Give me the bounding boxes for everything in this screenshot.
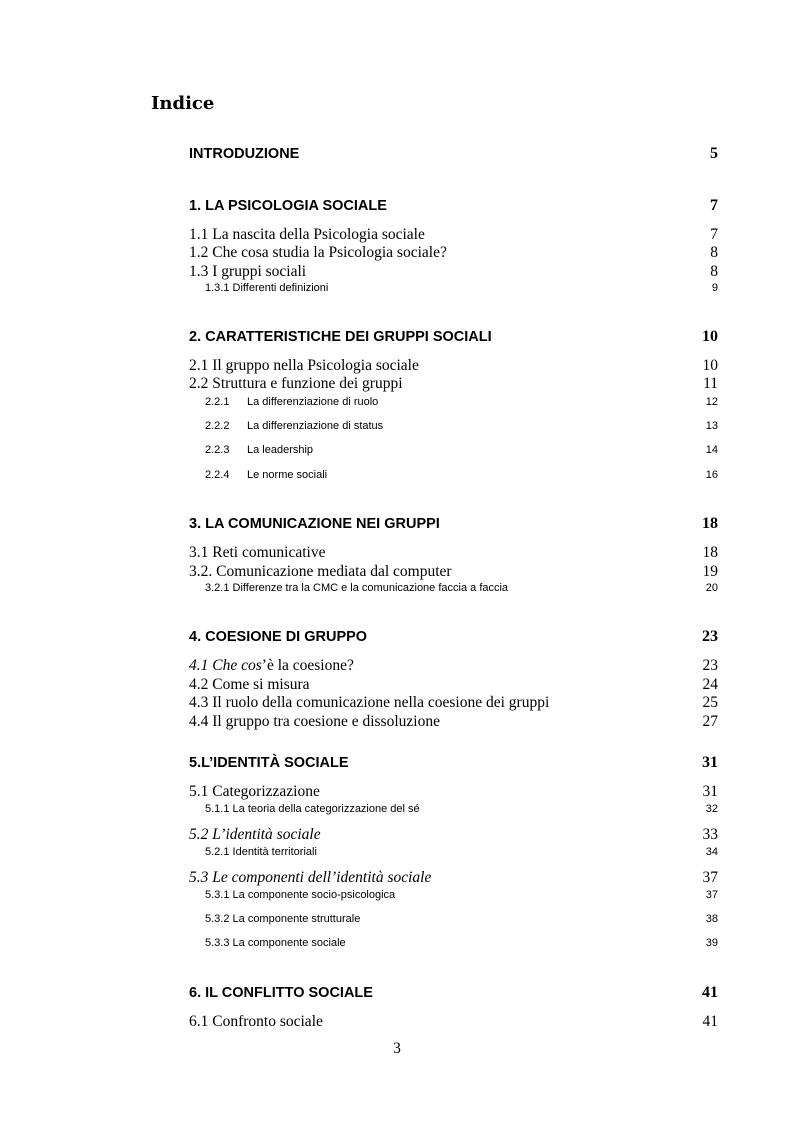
toc-label: 5.3 Le componenti dell’identità sociale [189, 869, 432, 886]
toc-section-5-1 [189, 782, 718, 801]
toc-page: 37 [702, 869, 718, 886]
toc-label [205, 468, 327, 482]
toc-label: 5.3.3 La componente sociale [205, 937, 346, 949]
toc-page: 32 [705, 803, 718, 815]
toc-label: 3.2. Comunicazione mediata dal computer [189, 563, 452, 580]
toc-label: 5.2 L’identità sociale [189, 826, 321, 843]
toc-text: Le norme sociali [247, 469, 328, 481]
toc-page: 24 [702, 676, 718, 693]
toc-page: 38 [705, 913, 718, 925]
toc-section-1-3 [189, 262, 718, 281]
toc-label: 4. COESIONE DI GRUPPO [189, 629, 368, 645]
toc-label: 4.4 Il gruppo tra coesione e dissoluzione [189, 713, 440, 730]
toc-label: 6.1 Confronto sociale [189, 1013, 323, 1030]
page-number: 3 [393, 1040, 401, 1057]
toc-label: 1.1 La nascita della Psicologia sociale [189, 226, 425, 243]
toc-chapter-4 [189, 627, 718, 647]
toc-page: 12 [705, 396, 718, 408]
toc-section-3-1 [189, 543, 718, 562]
toc-chapter-introduzione [189, 144, 718, 164]
toc-page: 10 [702, 328, 718, 345]
toc-page: 18 [702, 515, 718, 532]
toc-subsection-5-1-1 [205, 802, 718, 816]
toc-page: 41 [702, 984, 718, 1001]
toc-page: 33 [702, 826, 718, 843]
toc-page: 16 [705, 469, 718, 481]
toc-page: 23 [702, 628, 718, 645]
toc-chapter-2 [189, 327, 718, 347]
toc-page: 27 [702, 713, 718, 730]
toc-label [205, 443, 313, 457]
toc-label [205, 419, 383, 433]
toc-page: 5 [710, 145, 718, 162]
toc-page: 8 [710, 263, 718, 280]
toc-page: 14 [705, 444, 718, 456]
toc-page: 18 [702, 544, 718, 561]
toc-number: 2.2.4 [205, 469, 230, 481]
toc-section-4-2 [189, 675, 718, 694]
toc-label: 2.1 Il gruppo nella Psicologia sociale [189, 357, 419, 374]
toc-label: 5.1 Categorizzazione [189, 783, 320, 800]
toc-text: La differenziazione di status [247, 420, 384, 432]
toc-page: 34 [705, 846, 718, 858]
toc-label: 5.L’IDENTITÀ SOCIALE [189, 755, 349, 771]
toc-chapter-1 [189, 196, 718, 216]
toc-text: La differenziazione di ruolo [247, 396, 379, 408]
toc-section-1-1 [189, 225, 718, 244]
toc-section-4-3 [189, 693, 718, 712]
toc-page: 7 [710, 197, 718, 214]
toc-subsection-2-2-4 [205, 468, 718, 482]
toc-number: 2.2.1 [205, 396, 230, 408]
toc-label: INTRODUZIONE [189, 146, 300, 162]
toc-page: 9 [711, 282, 718, 294]
toc-subsection-5-3-3 [205, 936, 718, 950]
toc-subsection-1-3-1 [205, 281, 718, 295]
toc-label: 5.1.1 La teoria della categorizzazione del sé [205, 803, 420, 815]
toc-chapter-3 [189, 514, 718, 534]
toc-subsection-5-2-1 [205, 845, 718, 859]
toc-page: 13 [705, 420, 718, 432]
toc-section-3-2 [189, 562, 718, 581]
toc-label: 5.3.1 La componente socio-psicologica [205, 889, 396, 901]
toc-number: 2.2.3 [205, 444, 230, 456]
toc-subsection-5-3-2 [205, 912, 718, 926]
toc-page: 23 [702, 657, 718, 674]
toc-text: La leadership [247, 444, 314, 456]
toc-page: 39 [705, 937, 718, 949]
toc-label: 4.1 Che cos’è la coesione? [189, 657, 354, 674]
toc-label: 1.3 I gruppi sociali [189, 263, 307, 280]
toc-page: 41 [702, 1013, 718, 1030]
toc-subsection-3-2-1 [205, 581, 718, 595]
page-title: Indice [151, 93, 215, 114]
toc-subsection-2-2-3 [205, 443, 718, 457]
toc-page: 7 [710, 226, 718, 243]
toc-label: 6. IL CONFLITTO SOCIALE [189, 985, 373, 1001]
toc-label [205, 395, 378, 409]
toc-label: 1.2 Che cosa studia la Psicologia sociale? [189, 244, 447, 261]
toc-section-2-2 [189, 374, 718, 393]
toc-section-6-1 [189, 1012, 718, 1031]
toc-page: 37 [705, 889, 718, 901]
toc-label: 5.3.2 La componente strutturale [205, 913, 361, 925]
toc-chapter-6 [189, 983, 718, 1003]
toc-page: 25 [702, 694, 718, 711]
toc-label: 2. CARATTERISTICHE DEI GRUPPI SOCIALI [189, 329, 492, 345]
toc-section-1-2 [189, 243, 718, 262]
toc-section-2-1 [189, 356, 718, 375]
toc-label: 3.2.1 Differenze tra la CMC e la comunicazione faccia a faccia [205, 582, 509, 594]
toc-page: 31 [702, 783, 718, 800]
toc-label: 5.2.1 Identità territoriali [205, 846, 317, 858]
toc-page: 20 [705, 582, 718, 594]
toc-chapter-5 [189, 753, 718, 773]
toc-page: 8 [710, 244, 718, 261]
toc-label: 1.3.1 Differenti definizioni [205, 282, 329, 294]
toc-page: 10 [702, 357, 718, 374]
toc-text-italic: 4.1 Che cos [189, 657, 262, 674]
toc-label: 3. LA COMUNICAZIONE NEI GRUPPI [189, 516, 440, 532]
toc-section-4-4 [189, 712, 718, 731]
toc-subsection-2-2-1 [205, 395, 718, 409]
toc-label: 4.3 Il ruolo della comunicazione nella coesione dei gruppi [189, 694, 550, 711]
toc-label: 3.1 Reti comunicative [189, 544, 326, 561]
toc-section-5-3 [189, 868, 718, 887]
toc-number: 2.2.2 [205, 420, 230, 432]
toc-page: 11 [703, 375, 718, 392]
toc-page: 31 [702, 754, 718, 771]
toc-page: 19 [702, 563, 718, 580]
toc-text: è la coesione? [266, 657, 354, 674]
toc-label: 1. LA PSICOLOGIA SOCIALE [189, 198, 387, 214]
toc-subsection-5-3-1 [205, 888, 718, 902]
toc-label: 2.2 Struttura e funzione dei gruppi [189, 375, 403, 392]
toc-section-5-2 [189, 825, 718, 844]
toc-section-4-1 [189, 656, 718, 675]
toc-subsection-2-2-2 [205, 419, 718, 433]
toc-label: 4.2 Come si misura [189, 676, 310, 693]
